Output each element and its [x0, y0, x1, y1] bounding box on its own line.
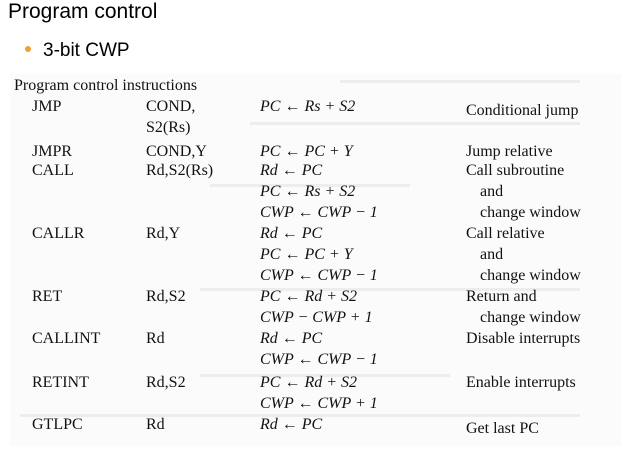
description-cell: change window: [480, 204, 581, 221]
opcode-cell: CALLR: [32, 225, 85, 242]
rtl-cell: Rd ← PC: [260, 162, 323, 179]
operand-cell: COND,: [146, 98, 196, 115]
rtl-cell: PC ← PC + Y: [260, 246, 353, 263]
rtl-cell: CWP ← CWP − 1: [260, 267, 378, 284]
description-cell: Jump relative: [466, 143, 553, 160]
description-cell: change window: [480, 309, 581, 326]
description-cell: change window: [480, 267, 581, 284]
rtl-cell: Rd ← PC: [260, 416, 323, 433]
operand-cell: Rd,S2: [146, 374, 186, 391]
rtl-cell: PC ← Rs + S2: [260, 98, 356, 115]
rtl-cell: PC ← Rs + S2: [260, 183, 356, 200]
operand-cell: Rd,S2: [146, 288, 186, 305]
opcode-cell: GTLPC: [32, 416, 83, 433]
operand-cell: COND,Y: [146, 143, 207, 160]
description-cell: Conditional jump: [466, 102, 579, 119]
opcode-cell: CALL: [32, 162, 74, 179]
bleed-through-line: [340, 80, 580, 83]
rtl-cell: CWP ← CWP + 1: [260, 395, 378, 412]
description-cell: Call relative: [466, 225, 545, 242]
rtl-cell: Rd ← PC: [260, 330, 323, 347]
rtl-cell: PC ← PC + Y: [260, 143, 353, 160]
operand-cell: Rd,Y: [146, 225, 181, 242]
bullet-item: [25, 40, 130, 62]
slide-title: Program control: [8, 0, 158, 23]
rtl-cell: PC ← Rd + S2: [260, 374, 358, 391]
description-cell: Return and: [466, 288, 537, 305]
table-heading: Program control instructions: [14, 77, 198, 94]
operand-cell: Rd,S2(Rs): [146, 162, 214, 179]
description-cell: Get last PC: [466, 420, 539, 437]
operand-cell: Rd: [146, 330, 165, 347]
rtl-cell: CWP ← CWP − 1: [260, 204, 378, 221]
opcode-cell: RETINT: [32, 374, 89, 391]
opcode-cell: RET: [32, 288, 63, 305]
rtl-cell: Rd ← PC: [260, 225, 323, 242]
opcode-cell: JMPR: [32, 143, 73, 160]
description-cell: Call subroutine: [466, 162, 565, 179]
description-cell: Enable interrupts: [466, 374, 576, 391]
rtl-cell: CWP − CWP + 1: [260, 309, 373, 326]
description-cell: Disable interrupts: [466, 330, 581, 347]
opcode-cell: JMP: [32, 98, 62, 115]
opcode-cell: CALLINT: [32, 330, 101, 347]
rtl-cell: PC ← Rd + S2: [260, 288, 358, 305]
bleed-through-line: [250, 122, 580, 125]
operand-cell: Rd: [146, 416, 165, 433]
description-cell: and: [480, 183, 504, 200]
bullet-text: 3-bit CWP: [43, 40, 130, 61]
operand-cell: S2(Rs): [146, 119, 191, 136]
bullet-dot-icon: [25, 46, 31, 52]
rtl-cell: CWP ← CWP − 1: [260, 351, 378, 368]
description-cell: and: [480, 246, 504, 263]
